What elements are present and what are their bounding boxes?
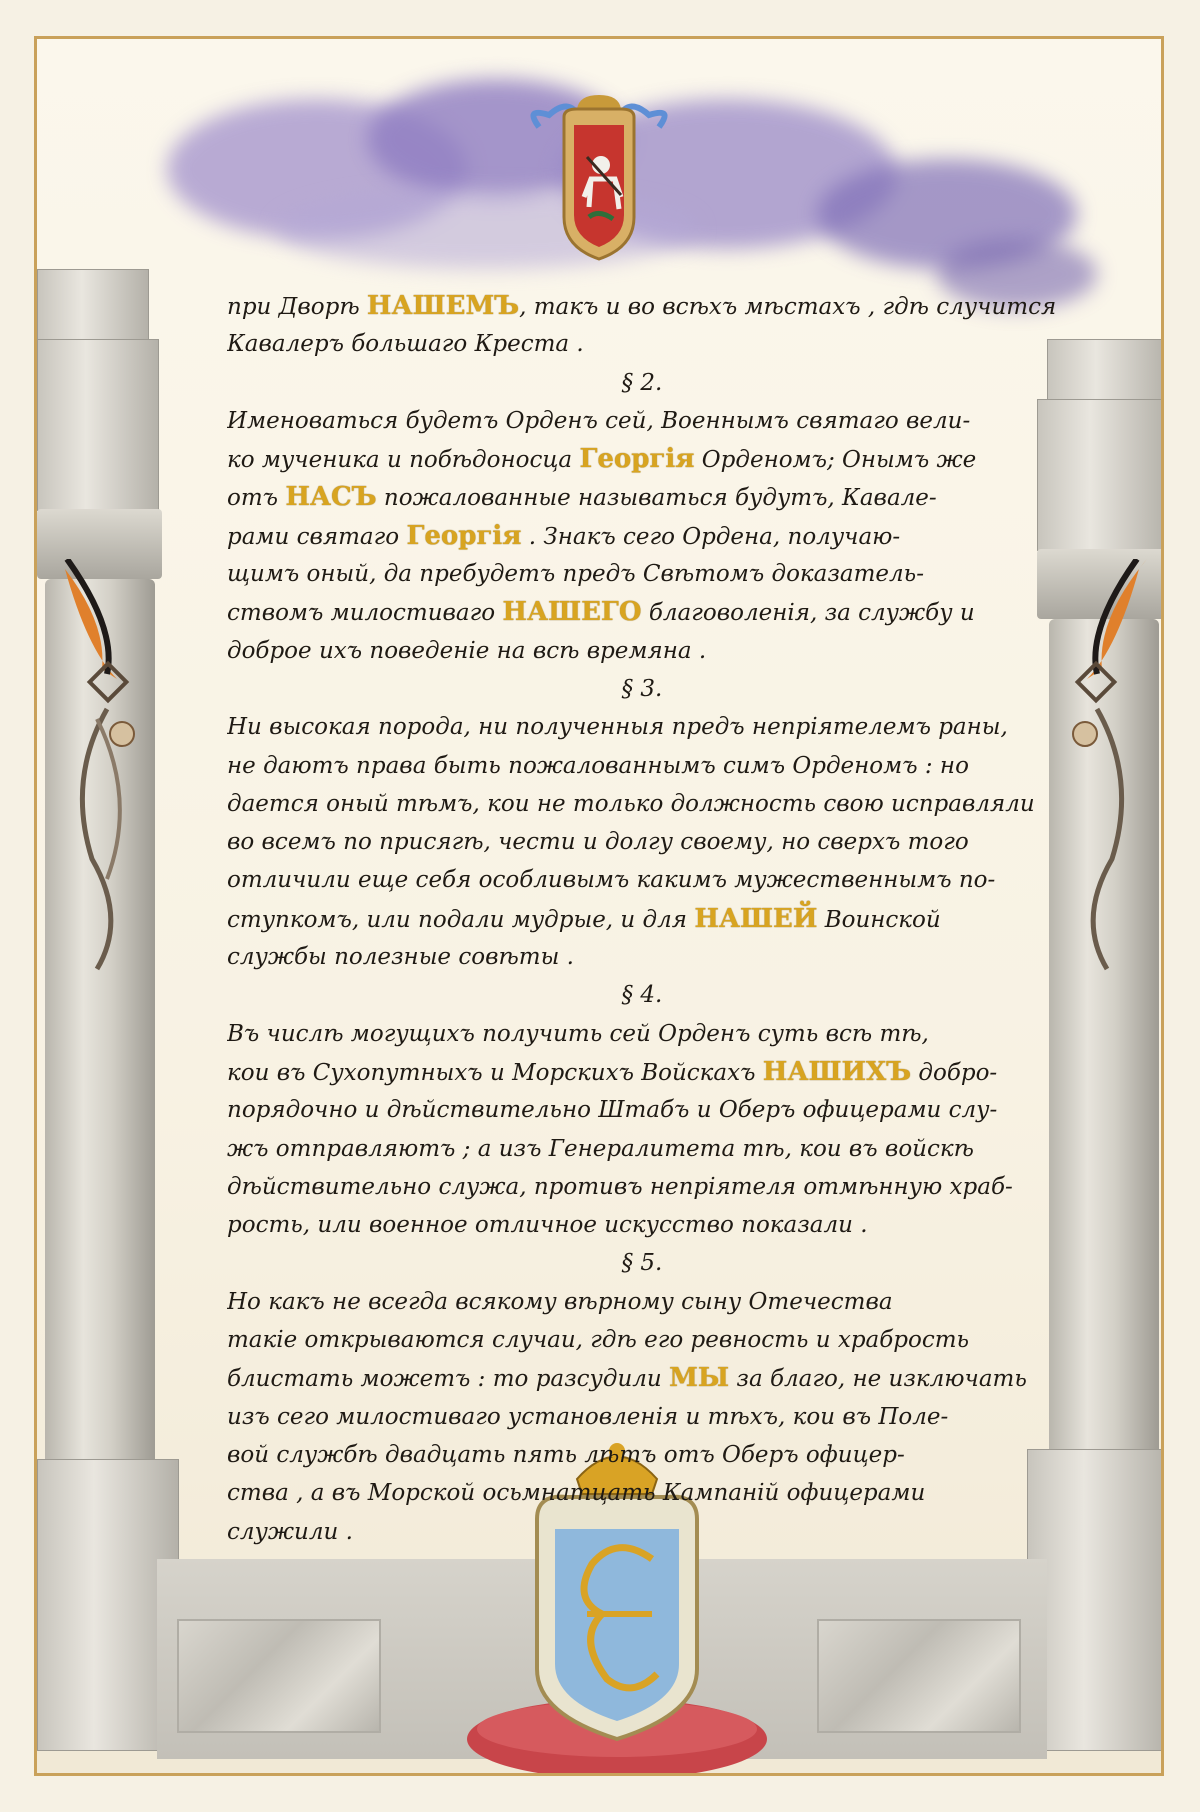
text-segment: ства , а въ Морской осьмнатцать Кампаній офицерами xyxy=(227,1480,926,1507)
text-line xyxy=(227,1321,1057,1359)
text-line xyxy=(227,1474,1057,1512)
page-border xyxy=(34,36,1164,1776)
text-segment: , такъ и во всѣхъ мѣстахъ , гдѣ случится xyxy=(519,294,1057,320)
text-line xyxy=(227,708,1057,746)
text-line xyxy=(227,440,1057,478)
text-segment: Воинской xyxy=(817,906,941,933)
gilded-word: Георгія xyxy=(579,444,695,475)
text-segment: отличили еще себя особливымъ какимъ мужественнымъ по- xyxy=(227,867,996,894)
text-segment: блистать можетъ : то разсудили xyxy=(227,1366,670,1393)
text-segment: Именоваться будетъ Орденъ сей, Военнымъ святаго вели- xyxy=(227,407,971,434)
text-line xyxy=(227,1398,1057,1436)
text-line xyxy=(227,325,1057,363)
text-segment: . Знакъ сего Ордена, получаю- xyxy=(521,523,901,550)
section-number xyxy=(227,976,1057,1014)
text-segment: Въ числѣ могущихъ получить сей Орденъ суть всѣ тѣ, xyxy=(227,1020,929,1047)
text-line xyxy=(227,1053,1057,1091)
text-segment: щимъ оный, да пребудетъ предъ Свѣтомъ доказатель- xyxy=(227,561,924,588)
text-segment: за благо, не изключать xyxy=(729,1366,1027,1393)
text-line xyxy=(227,1283,1057,1321)
text-line xyxy=(227,1206,1057,1244)
text-segment: кои въ Сухопутныхъ и Морскихъ Войскахъ xyxy=(227,1059,763,1086)
section-label: § 2. xyxy=(621,369,663,396)
text-line xyxy=(227,1436,1057,1474)
text-segment: доброе ихъ поведеніе на всѣ времяна . xyxy=(227,637,707,664)
text-line xyxy=(227,938,1057,976)
text-line xyxy=(227,632,1057,670)
order-ribbon-icon xyxy=(47,559,147,979)
text-line xyxy=(227,517,1057,555)
section-number xyxy=(227,1244,1057,1282)
gilded-word: МЫ xyxy=(669,1363,730,1394)
text-segment: Но какъ не всегда всякому вѣрному сыну Отечества xyxy=(227,1288,893,1315)
text-segment: дѣйствительно служа, противъ непріятеля отмѣнную храб- xyxy=(227,1173,1013,1200)
section-label: § 5. xyxy=(621,1250,663,1277)
text-line xyxy=(227,1130,1057,1168)
text-line xyxy=(227,1513,1057,1551)
text-segment: отъ xyxy=(227,485,286,512)
text-segment: во всемъ по присягѣ, чести и долгу своему, но сверхъ того xyxy=(227,829,969,856)
text-segment: порядочно и дѣйствительно Штабъ и Оберъ офицерами слу- xyxy=(227,1097,998,1124)
gilded-word: НАСЪ xyxy=(285,482,377,513)
text-line xyxy=(227,593,1057,631)
gilded-word: НАШЕГО xyxy=(502,597,642,628)
gilded-word: Георгія xyxy=(406,520,522,551)
text-segment: служили . xyxy=(227,1518,353,1545)
gilded-word: НАШЕЙ xyxy=(694,903,818,934)
text-segment: службы полезные совѣты . xyxy=(227,944,574,971)
text-line xyxy=(227,1091,1057,1129)
text-line xyxy=(227,747,1057,785)
statute-text xyxy=(227,287,1057,1551)
text-segment: рами святаго xyxy=(227,523,407,550)
section-label: § 4. xyxy=(621,982,663,1009)
text-segment: при Дворѣ xyxy=(227,294,367,320)
text-line xyxy=(227,861,1057,899)
text-segment: ко мученика и побѣдоносца xyxy=(227,447,580,474)
text-line xyxy=(227,478,1057,516)
text-segment: Ни высокая порода, ни полученныя предъ непріятелемъ раны, xyxy=(227,714,1008,741)
section-number xyxy=(227,670,1057,708)
order-ribbon-icon xyxy=(1057,559,1157,979)
text-line xyxy=(227,1168,1057,1206)
text-line xyxy=(227,402,1057,440)
text-segment: дается оный тѣмъ, кои не только должность свою исправляли xyxy=(227,790,1035,817)
st-george-coat-of-arms-icon xyxy=(529,87,669,267)
text-segment: жъ отправляютъ ; а изъ Генералитета тѣ, кои въ войскѣ xyxy=(227,1135,974,1162)
text-segment: благоволенія, за службу и xyxy=(641,600,975,627)
left-column xyxy=(37,269,177,1749)
text-segment: пожалованные называться будутъ, Кавале- xyxy=(376,485,937,512)
section-number xyxy=(227,364,1057,402)
text-line xyxy=(227,785,1057,823)
gilded-word: НАШИХЪ xyxy=(762,1056,912,1087)
text-segment: не даютъ права быть пожалованнымъ симъ Орденомъ : но xyxy=(227,752,969,779)
text-line xyxy=(227,1015,1057,1053)
text-segment: рость, или военное отличное искусство показали . xyxy=(227,1212,868,1239)
text-segment: вой службѣ двадцать пять лѣтъ отъ Оберъ офицер- xyxy=(227,1441,905,1468)
gilded-word: НАШЕМЪ xyxy=(366,291,520,321)
text-segment: ствомъ милостиваго xyxy=(227,600,503,627)
text-segment: такіе открываются случаи, гдѣ его ревность и храбрость xyxy=(227,1327,970,1354)
text-segment: изъ сего милостиваго установленія и тѣхъ, кои въ Поле- xyxy=(227,1403,949,1430)
text-line xyxy=(227,287,1057,325)
text-line xyxy=(227,823,1057,861)
text-line xyxy=(227,1359,1057,1397)
text-segment: ступкомъ, или подали мудрые, и для xyxy=(227,906,695,933)
text-segment: Кавалеръ большаго Креста . xyxy=(227,331,584,358)
text-line xyxy=(227,555,1057,593)
text-line xyxy=(227,900,1057,938)
text-segment: Орденомъ; Онымъ же xyxy=(694,447,977,474)
text-segment: добро- xyxy=(911,1059,998,1086)
section-label: § 3. xyxy=(621,675,663,702)
